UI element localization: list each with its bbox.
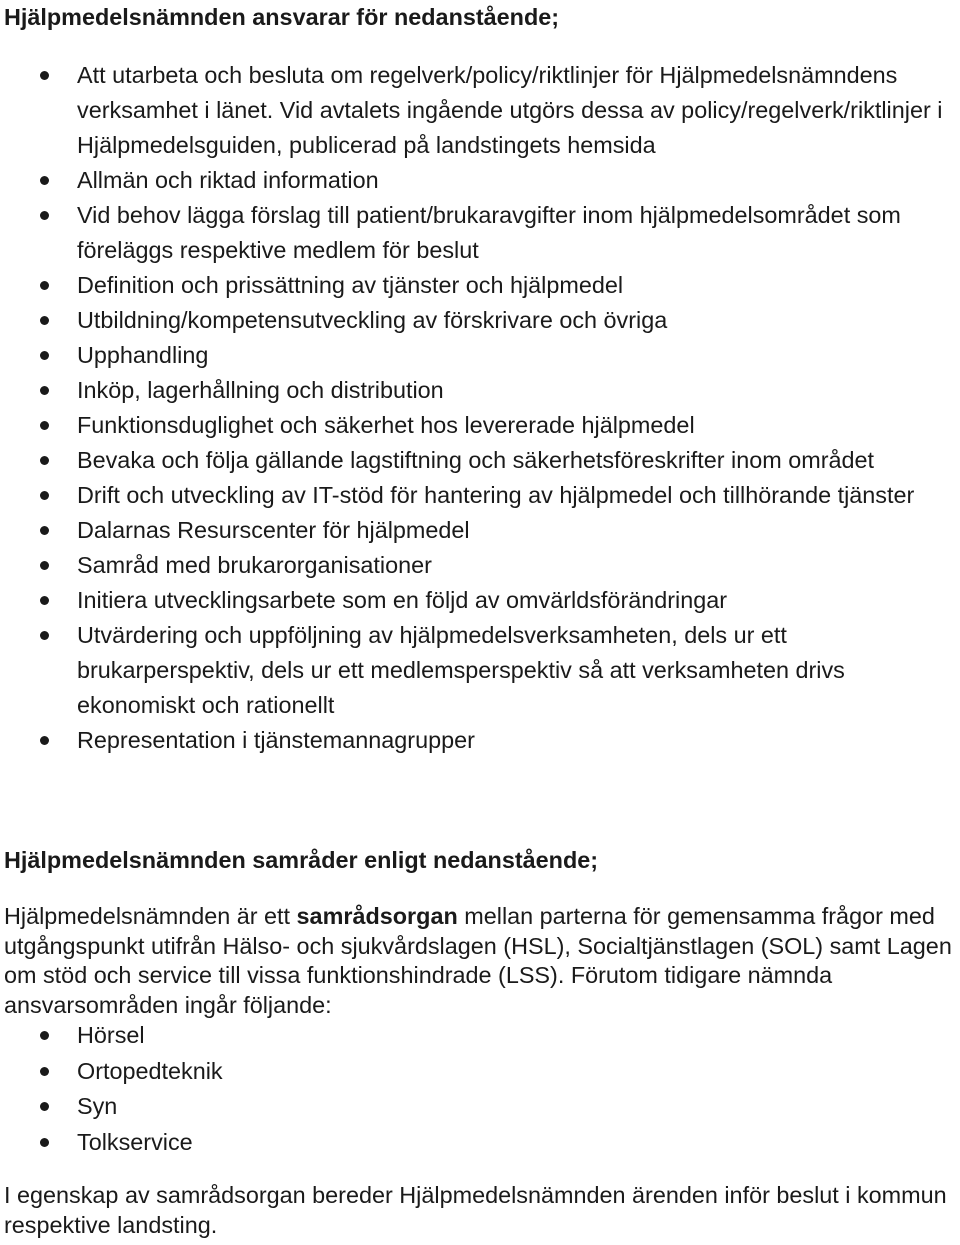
list-item: Dalarnas Resurscenter för hjälpmedel [4, 513, 952, 548]
list-item: Funktionsduglighet och säkerhet hos levererade hjälpmedel [4, 408, 952, 443]
list-item: Hörsel [4, 1018, 952, 1054]
intro-paragraph [4, 902, 956, 1020]
section-heading-consultation: Hjälpmedelsnämnden samråder enligt nedanstående; [4, 847, 599, 873]
list-item: Syn [4, 1089, 952, 1125]
intro-text-after: mellan parterna för gemensamma frågor med utgångspunkt utifrån Hälso- och sjukvårdslagen (HSL), Socialtjänstlagen (SOL) samt Lagen om stöd och service till vissa funktionshindrade (LSS). Förutom tidigare nämnda ansvarsområden ingår följande: [4, 903, 952, 1018]
list-item: Bevaka och följa gällande lagstiftning och säkerhetsföreskrifter inom området [4, 443, 952, 478]
responsibilities-list [4, 58, 952, 758]
intro-bold-term: samrådsorgan [296, 903, 458, 929]
list-item: Utbildning/kompetensutveckling av förskrivare och övriga [4, 303, 952, 338]
list-item: Initiera utvecklingsarbete som en följd av omvärldsförändringar [4, 583, 952, 618]
list-item: Allmän och riktad information [4, 163, 952, 198]
consultation-areas-list [4, 1018, 952, 1160]
list-item: Definition och prissättning av tjänster och hjälpmedel [4, 268, 952, 303]
list-item: Utvärdering och uppföljning av hjälpmedelsverksamheten, dels ur ett brukarperspektiv, dels ur ett medlemsperspektiv så att verksamheten drivs ekonomiskt och rationellt [4, 618, 952, 723]
list-item: Tolkservice [4, 1125, 952, 1161]
list-item: Upphandling [4, 338, 952, 373]
list-item: Vid behov lägga förslag till patient/brukaravgifter inom hjälpmedelsområdet som föreläggs respektive medlem för beslut [4, 198, 952, 268]
intro-text-before: Hjälpmedelsnämnden är ett [4, 903, 297, 929]
list-item: Att utarbeta och besluta om regelverk/policy/riktlinjer för Hjälpmedelsnämndens verksamhet i länet. Vid avtalets ingående utgörs dessa av policy/regelverk/riktlinjer i Hjälpmedelsguiden, publicerad på landstingets hemsida [4, 58, 952, 163]
list-item: Inköp, lagerhållning och distribution [4, 373, 952, 408]
closing-paragraph: I egenskap av samrådsorgan bereder Hjälpmedelsnämnden ärenden inför beslut i kommun respektive landsting. [4, 1182, 947, 1238]
list-item: Drift och utveckling av IT-stöd för hantering av hjälpmedel och tillhörande tjänster [4, 478, 952, 513]
list-item: Samråd med brukarorganisationer [4, 548, 952, 583]
list-item: Representation i tjänstemannagrupper [4, 723, 952, 758]
section-heading-responsibilities: Hjälpmedelsnämnden ansvarar för nedanstående; [4, 4, 560, 30]
list-item: Ortopedteknik [4, 1054, 952, 1090]
